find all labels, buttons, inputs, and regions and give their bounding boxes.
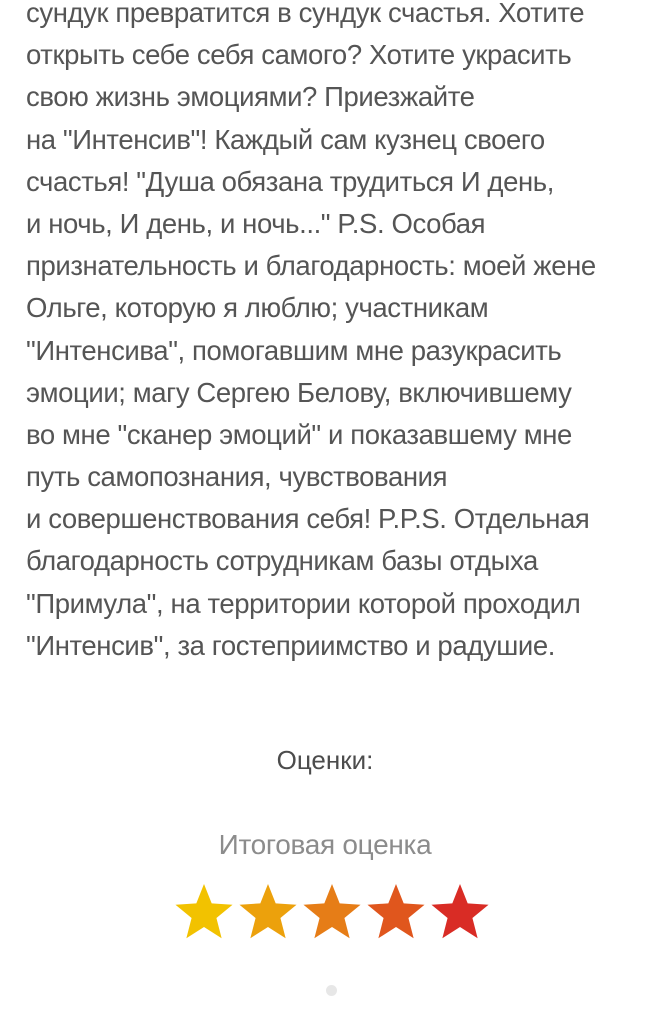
text-line: сундук превратится в сундук счастья. Хотите [26, 0, 585, 28]
text-line: открыть себе себя самого? Хотите украсить [26, 39, 572, 71]
text-line: во мне "сканер эмоций" и показавшему мне [26, 418, 572, 450]
text-line: "Интенсива", помогавшим мне разукрасить [26, 334, 562, 366]
star-icon [364, 883, 428, 943]
star-rating [172, 883, 492, 943]
text-line: благодарность сотрудникам базы отдыха [26, 545, 538, 577]
dot-indicator-icon[interactable] [326, 985, 337, 996]
text-line: Ольге, которую я люблю; участникам [26, 292, 489, 324]
text-line: эмоции; магу Сергею Белову, включившему [26, 376, 572, 408]
star-icon [172, 883, 236, 943]
text-line: признательность и благодарность: моей жене [26, 250, 596, 282]
text-line: и совершенствования себя! P.P.S. Отдельная [26, 503, 590, 535]
text-line: и ночь, И день, и ночь..." P.S. Особая [26, 207, 486, 239]
review-text [26, 0, 638, 667]
star-icon [300, 883, 364, 943]
star-icon [236, 883, 300, 943]
text-line: счастья! "Душа обязана трудиться И день, [26, 165, 554, 197]
text-line: свою жизнь эмоциями? Приезжайте [26, 81, 475, 113]
text-line: на "Интенсив"! Каждый сам кузнец своего [26, 123, 545, 155]
text-line: путь самопознания, чувствования [26, 461, 448, 493]
text-line: "Примула", на территории которой проходил [26, 587, 581, 619]
ratings-heading: Оценки: [276, 745, 374, 775]
total-rating-label: Итоговая оценка [218, 829, 432, 860]
text-line: "Интенсив", за гостеприимство и радушие. [26, 629, 555, 661]
star-icon [428, 883, 492, 943]
